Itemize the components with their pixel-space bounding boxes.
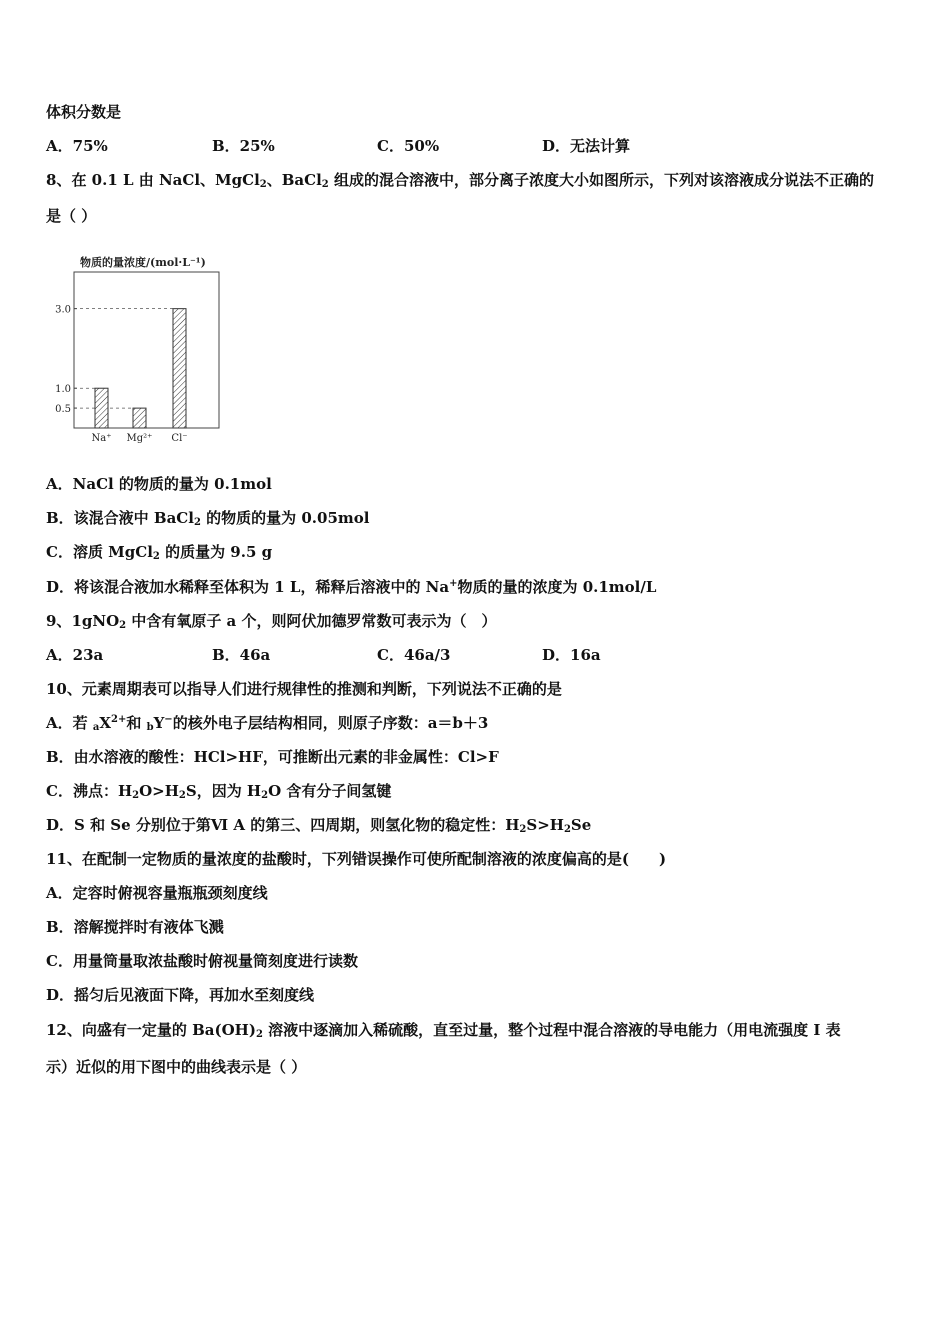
y-tick-label-1: 1.0 xyxy=(55,384,71,396)
q8-stem-line2: 是（ ） xyxy=(46,207,97,225)
q11-stem xyxy=(46,849,910,869)
subscript: 2 xyxy=(178,790,186,801)
text-part: 的质量为 9.5 g xyxy=(159,543,273,561)
text-part: 溶液中逐滴加入稀硫酸，直至过量，整个过程中混合溶液的导电能力（用电流强度 I 表 xyxy=(262,1021,841,1039)
q7-option-a: A．75% xyxy=(46,137,108,155)
q7-option-d: D．无法计算 xyxy=(542,137,631,155)
text-part: C．沸点：H xyxy=(46,782,133,800)
q8-text-part: 在 0.1 L 由 NaCl、MgCl xyxy=(71,171,260,189)
subscript: 2 xyxy=(259,179,267,190)
text-part: S，因为 H xyxy=(185,782,262,800)
text-part: 的物质的量为 0.05mol xyxy=(200,509,370,527)
text-part: S>H xyxy=(526,816,564,834)
q12-stem-line2: 示）近似的用下图中的曲线表示是（ ） xyxy=(46,1058,307,1076)
bar-2 xyxy=(173,309,186,428)
text-part: Se xyxy=(570,816,592,834)
q12-number: 12、 xyxy=(46,1021,82,1039)
text-part: O>H xyxy=(139,782,179,800)
q8-text-part: 、BaCl xyxy=(266,171,322,189)
text-part: A．若 xyxy=(46,714,93,732)
q8-option-d xyxy=(46,577,910,597)
y-tick-label-0: 3.0 xyxy=(55,304,71,316)
q9-option-c: C．46a/3 xyxy=(377,646,451,664)
text-part: X xyxy=(99,714,111,732)
x-tick-label-0: Na⁺ xyxy=(91,433,112,444)
chart-bars xyxy=(95,309,186,428)
q11-option-d: D．摇匀后见液面下降，再加水至刻度线 xyxy=(46,986,315,1004)
text-part: 在配制一定物质的量浓度的盐酸时，下列错误操作可使所配制溶液的浓度偏高的是( ) xyxy=(81,850,667,868)
q7-tail: 体积分数是 xyxy=(46,103,122,121)
q8-stem xyxy=(46,170,910,190)
q9-stem xyxy=(46,611,910,631)
text-part: D．将该混合液加水稀释至体积为 1 L，稀释后溶液中的 Na xyxy=(46,578,450,596)
subscript: 2 xyxy=(261,790,269,801)
subscript: 2 xyxy=(152,551,160,562)
text-part: 中含有氧原子 a 个，则阿伏加德罗常数可表示为（ ） xyxy=(126,612,497,630)
q10-stem xyxy=(46,679,910,699)
text-part: D．S 和 Se 分别位于第Ⅵ A 的第三、四周期，则氢化物的稳定性：H xyxy=(46,816,520,834)
text-part: Y xyxy=(153,714,165,732)
text-part: O 含有分子间氢键 xyxy=(268,782,392,800)
q8-text-part: 组成的混合溶液中，部分离子浓度大小如图所示，下列对该溶液成分说法不正确的 xyxy=(328,171,874,189)
y-tick-label-2: 0.5 xyxy=(55,404,71,416)
superscript: 2+ xyxy=(111,714,127,725)
superscript: + xyxy=(449,578,458,589)
chart-title: 物质的量浓度/(mol·L⁻¹) xyxy=(80,256,206,269)
subscript: a xyxy=(92,722,100,733)
q9-option-b: B．46a xyxy=(212,646,271,664)
superscript: − xyxy=(164,714,173,725)
q12-stem xyxy=(46,1020,910,1040)
q11-option-b: B．溶解搅拌时有液体飞溅 xyxy=(46,918,224,936)
q8-option-c xyxy=(46,542,910,562)
q10-option-d xyxy=(46,815,910,835)
text-part: C．溶质 MgCl xyxy=(46,543,153,561)
text-part: 1gNO xyxy=(71,612,120,630)
subscript: 2 xyxy=(563,824,571,835)
text-part: B．该混合液中 BaCl xyxy=(46,509,194,527)
q10-option-a xyxy=(46,713,910,733)
subscript: 2 xyxy=(321,179,329,190)
q9-option-d: D．16a xyxy=(542,646,601,664)
q8-option-b xyxy=(46,508,910,528)
q8-number: 8、 xyxy=(46,171,72,189)
q11-option-a: A．定容时俯视容量瓶瓶颈刻度线 xyxy=(46,884,268,902)
q11-number: 11、 xyxy=(46,850,82,868)
ion-concentration-chart xyxy=(50,250,230,450)
subscript: 2 xyxy=(519,824,527,835)
text-part: 物质的量的浓度为 0.1mol/L xyxy=(457,578,657,596)
text-part: 和 xyxy=(126,714,147,732)
x-tick-label-2: Cl⁻ xyxy=(171,433,188,444)
text-part: 元素周期表可以指导人们进行规律性的推测和判断，下列说法不正确的是 xyxy=(81,680,562,698)
subscript: 2 xyxy=(132,790,140,801)
bar-1 xyxy=(133,408,146,428)
q7-option-b: B．25% xyxy=(212,137,275,155)
q11-option-c: C．用量筒量取浓盐酸时俯视量筒刻度进行读数 xyxy=(46,952,358,970)
subscript: 2 xyxy=(255,1029,263,1040)
text-part: 的核外电子层结构相同，则原子序数：a＝b＋3 xyxy=(172,714,489,732)
chart-x-ticks xyxy=(92,433,188,444)
subscript: b xyxy=(146,722,154,733)
bar-0 xyxy=(95,388,108,428)
chart-gridlines xyxy=(74,309,173,408)
q10-option-b: B．由水溶液的酸性：HCl>HF，可推断出元素的非金属性：Cl>F xyxy=(46,748,499,766)
text-part: 向盛有一定量的 Ba(OH) xyxy=(81,1021,256,1039)
subscript: 2 xyxy=(193,517,201,528)
q8-option-a: A．NaCl 的物质的量为 0.1mol xyxy=(46,475,272,493)
q10-option-c xyxy=(46,781,910,801)
x-tick-label-1: Mg²⁺ xyxy=(126,433,153,444)
q9-option-a: A．23a xyxy=(46,646,104,664)
q7-option-c: C．50% xyxy=(377,137,440,155)
q10-number: 10、 xyxy=(46,680,82,698)
q9-number: 9、 xyxy=(46,612,72,630)
subscript: 2 xyxy=(119,620,127,631)
